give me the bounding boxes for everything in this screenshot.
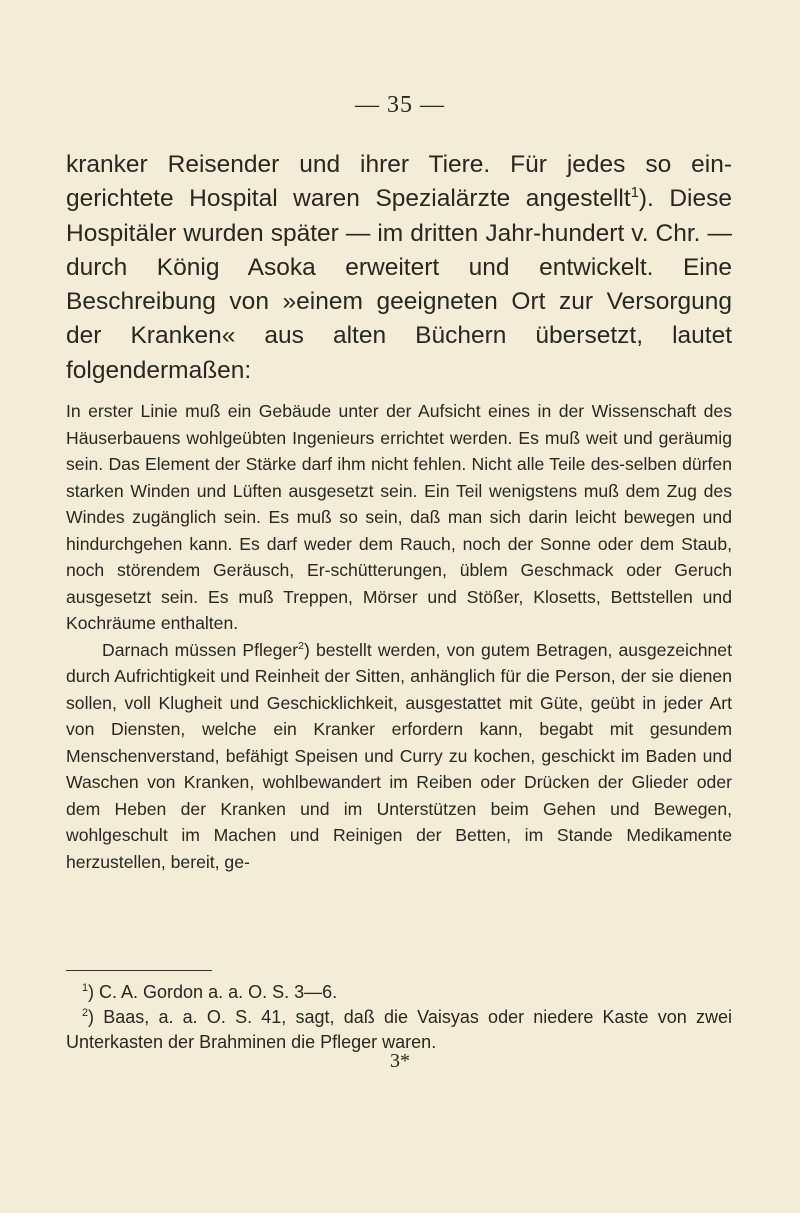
quote-paragraph-2 xyxy=(66,637,732,876)
quoted-passage xyxy=(66,398,732,875)
main-text xyxy=(66,148,732,388)
footnote-mark: 1 xyxy=(82,982,89,994)
footnote-text: ) Baas, a. a. O. S. 41, sagt, daß die Vaisyas oder niedere Kaste von zwei Unterkasten der Brahminen die Pfleger waren. xyxy=(66,1007,732,1052)
footnote-divider xyxy=(66,970,212,971)
footnote-text: ) C. A. Gordon a. a. O. S. 3—6. xyxy=(88,982,338,1002)
footnote-mark: 2 xyxy=(82,1007,89,1019)
footnotes xyxy=(66,980,732,1055)
quote-paragraph-2-continuation: ) bestellt werden, von gutem Betragen, ausgezeichnet durch Aufrichtigkeit und Reinheit der Sitten, anhänglich für die Person, der sie dienen sollen, voll Klugheit und Geschicklichkeit, ausgestattet mit Güte, geübt in jeder Art von Diensten, welche ein Kranker erfordern kann, begabt mit gesundem Menschenverstand, befähigt Speisen und Curry zu kochen, geschickt im Baden und Waschen von Kranken, wohlbewandert im Reiben oder Drücken der Glieder oder dem Heben der Kranken und im Unterstützen beim Gehen und Bewegen, wohlgeschult im Machen und Reinigen der Betten, im Stande Medikamente herzustellen, bereit, ge- xyxy=(66,639,732,872)
footnote-ref-2: 2 xyxy=(298,639,304,652)
footnote-1 xyxy=(66,980,732,1005)
signature-mark: 3* xyxy=(390,1050,410,1072)
main-paragraph xyxy=(66,148,732,388)
quote-paragraph-1: In erster Linie muß ein Gebäude unter der Aufsicht eines in der Wissenschaft des Häuserbauens wohlgeübten Ingenieurs errichtet werden. Es muß weit und geräumig sein. Das Element der Stärke darf ihm nicht fehlen. Nicht alle Teile des-selben dürfen starken Winden und Lüften ausgesetzt sein. Ein Teil wenigstens muß dem Zug des Windes zugänglich sein. Es muß so sein, daß man sich darin leicht bewegen und hindurchgehen kann. Es darf weder dem Rauch, noch der Sonne oder dem Staub, noch störendem Geräusch, Er-schütterungen, üblem Geschmack oder Geruch ausgesetzt sein. Es muß Treppen, Mörser und Stößer, Klosetts, Bettstellen und Kochräume enthalten. xyxy=(66,401,732,633)
page-number: — 35 — xyxy=(355,92,445,118)
footnote-ref-1: 1 xyxy=(630,185,639,202)
main-paragraph-text: kranker Reisender und ihrer Tiere. Für jedes so ein-gerichtete Hospital waren Spezialärzte angestellt xyxy=(66,151,732,213)
footnote-2 xyxy=(66,1005,732,1055)
quote-paragraph-2-text: Darnach müssen Pfleger xyxy=(102,639,299,660)
main-paragraph-continuation: ). Diese Hospitäler wurden später — im dritten Jahr-hundert v. Chr. — durch König Asoka erweitert und entwickelt. Eine Beschreibung von »einem geeigneten Ort zur Versorgung der Kranken« aus alten Büchern übersetzt, lautet folgendermaßen: xyxy=(66,185,732,384)
